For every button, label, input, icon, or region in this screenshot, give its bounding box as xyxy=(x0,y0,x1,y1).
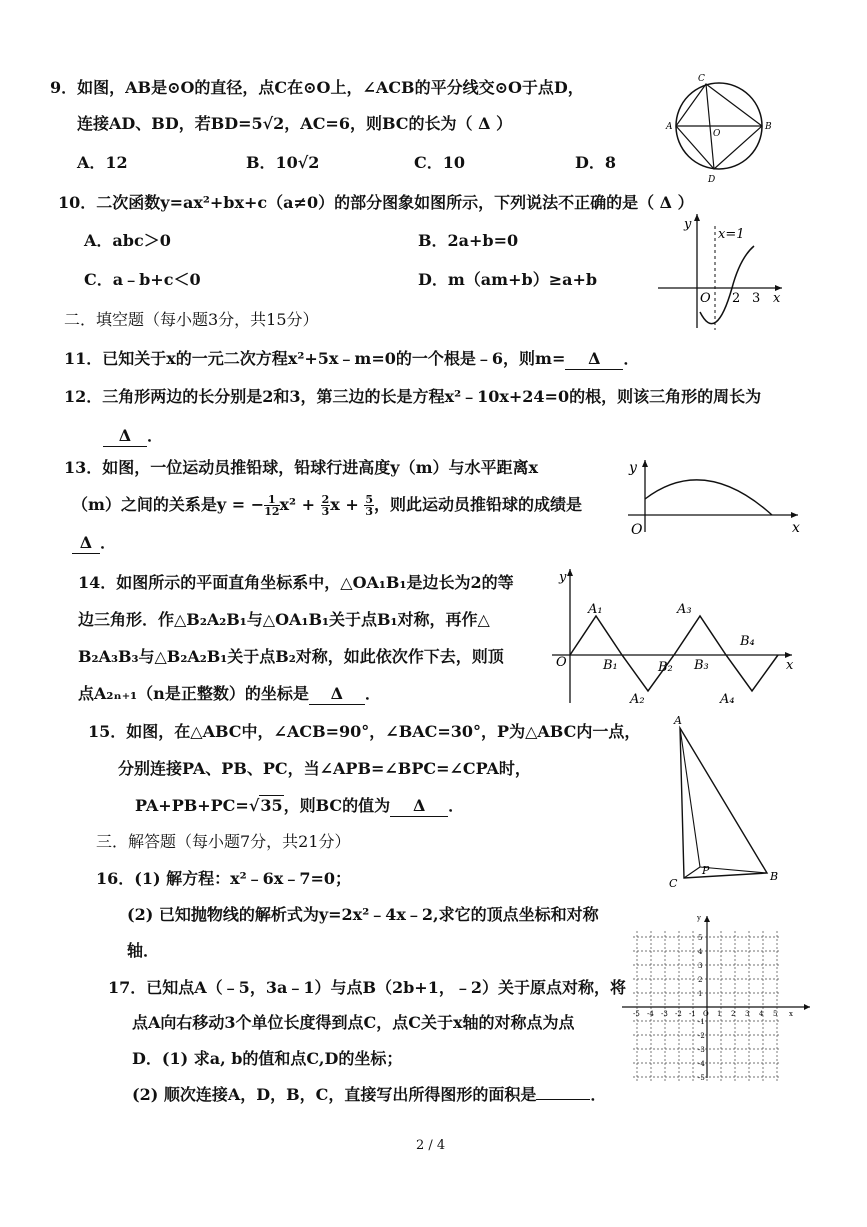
q16-part2-line1: (2) 已知抛物线的解析式为y=2x²﹣4x﹣2,求它的顶点坐标和对称 xyxy=(127,905,599,924)
grid-x-tick-label: -1 xyxy=(689,1010,696,1018)
q17-grid-figure xyxy=(620,912,816,1082)
q14-answer-blank[interactable]: Δ xyxy=(309,684,365,705)
q10-label-x: x xyxy=(773,291,781,306)
q13-label-x: x xyxy=(792,520,800,536)
q13-line2-post: ，则此运动员推铅球的成绩是 xyxy=(374,495,583,514)
q13-answer-line xyxy=(72,533,116,554)
q16-part1: 16．(1) 解方程：x²﹣6x﹣7=0； xyxy=(96,869,352,888)
q15-label-b: B xyxy=(770,870,779,883)
grid-x-tick-label: 3 xyxy=(745,1010,750,1018)
q13-end: ． xyxy=(100,533,117,552)
q14-label-b1: B₁ xyxy=(603,658,618,673)
q9-label-d: D xyxy=(708,175,716,185)
q15-label-p: P xyxy=(702,864,710,877)
grid-y-tick-label: 3 xyxy=(698,962,703,970)
q17-line2: 点A向右移动3个单位长度得到点C，点C关于x轴的对称点为点 xyxy=(132,1013,575,1032)
grid-y-tick-label: 1 xyxy=(698,990,703,998)
q14-label-b3: B₃ xyxy=(694,658,709,673)
q14-label-a3: A₃ xyxy=(677,602,692,617)
q13-label-y: y xyxy=(629,460,637,476)
grid-x-tick-label: 5 xyxy=(773,1010,778,1018)
q11-end: ． xyxy=(623,349,640,368)
q14-label-y: y xyxy=(559,570,567,585)
q14-label-a1: A₁ xyxy=(588,602,603,617)
grid-y-tick-label: 5 xyxy=(698,934,703,942)
q15-sqrt-value: 35 xyxy=(260,796,283,815)
q17-line3: D．(1) 求a, b的值和点C,D的坐标； xyxy=(132,1049,403,1068)
grid-y-tick-label: -1 xyxy=(698,1018,705,1026)
q14-label-a2: A₂ xyxy=(630,692,645,707)
q12-answer-blank[interactable]: Δ xyxy=(103,426,147,447)
grid-x-tick-label: -2 xyxy=(675,1010,682,1018)
q13-line1: 13．如图，一位运动员推铅球，铅球行进高度y（m）与水平距离x xyxy=(64,458,539,477)
q15-answer-blank[interactable]: Δ xyxy=(390,796,448,817)
q14-label-b2: B₂ xyxy=(658,660,673,675)
q17-line1: 17．已知点A（﹣5，3a﹣1）与点B（2b+1，﹣2）关于原点对称，将 xyxy=(108,978,626,997)
q10-option-c: C．a﹣b+c＜0 xyxy=(84,270,201,289)
grid-y-tick-label: -4 xyxy=(698,1060,705,1068)
q10-parabola-figure xyxy=(654,208,789,333)
q10-label-3: 3 xyxy=(752,291,761,306)
q9-option-d: D．8 xyxy=(575,153,617,172)
q13-fraction-1: $\frac{1}{12}$ xyxy=(264,493,280,518)
q9-label-c: C xyxy=(698,74,705,84)
q15-end: ． xyxy=(448,796,465,815)
q13-eq-x1: x + xyxy=(330,495,365,514)
grid-y-tick-label: y xyxy=(697,914,701,922)
q15-line1: 15．如图，在△ABC中，∠ACB=90°，∠BAC=30°，P为△ABC内一点， xyxy=(88,722,641,741)
q13-answer-blank[interactable]: Δ xyxy=(72,533,100,554)
q12-answer-line xyxy=(103,426,163,447)
grid-x-tick-label: -4 xyxy=(647,1010,654,1018)
q14-end: ． xyxy=(364,684,381,703)
q10-label-y: y xyxy=(684,217,692,232)
q14-line1: 14．如图所示的平面直角坐标系中，△OA₁B₁是边长为2的等 xyxy=(78,573,514,592)
q17-end: ． xyxy=(590,1085,607,1104)
q10-option-b: B．2a+b=0 xyxy=(418,231,519,250)
q11-text: 11．已知关于x的一元二次方程x²+5x﹣m=0的一个根是﹣6，则m= xyxy=(64,349,566,368)
q13-shotput-figure xyxy=(622,452,807,537)
q14-label-o: O xyxy=(556,655,567,670)
q15-label-c: C xyxy=(669,877,678,890)
q9-label-o: O xyxy=(713,129,721,139)
q14-triangles-figure xyxy=(550,563,800,708)
q15-triangle-figure xyxy=(664,710,794,892)
q10-stem: 10．二次函数y=ax²+bx+c（a≠0）的部分图象如图所示，下列说法不正确的是（ Δ ） xyxy=(58,193,694,212)
grid-x-tick-label: x xyxy=(789,1010,793,1018)
grid-y-tick-label: 4 xyxy=(698,948,703,956)
q10-label-2: 2 xyxy=(732,291,741,306)
q11-answer-blank[interactable]: Δ xyxy=(565,349,623,370)
q13-eq-start: （m）之间的关系是y = − xyxy=(72,495,265,514)
q15-line3-mid: ，则BC的值为 xyxy=(283,796,391,815)
grid-y-tick-label: -5 xyxy=(698,1074,705,1082)
q10-label-x1: x=1 xyxy=(718,227,745,242)
q13-eq-x2: x² + xyxy=(279,495,321,514)
q17-line4: (2) 顺次连接A，D，B，C，直接写出所得图形的面积是 xyxy=(132,1085,537,1104)
grid-x-tick-label: O xyxy=(703,1010,709,1018)
grid-x-tick-label: -5 xyxy=(633,1010,640,1018)
q13-fraction-3: $\frac{5}{3}$ xyxy=(365,493,373,518)
q14-line3: B₂A₃B₃与△B₂A₂B₁关于点B₂对称，如此依次作下去，则顶 xyxy=(78,647,504,666)
q12-end: ． xyxy=(147,426,164,445)
q14-line4-wrap xyxy=(78,684,381,705)
q13-fraction-2: $\frac{2}{3}$ xyxy=(321,493,330,518)
q15-label-a: A xyxy=(674,714,682,727)
q13-line2 xyxy=(72,494,582,517)
q9-option-c: C．10 xyxy=(414,153,466,172)
q17-line4-wrap xyxy=(132,1085,606,1105)
q14-line2: 边三角形．作△B₂A₂B₁与△OA₁B₁关于点B₁对称，再作△ xyxy=(78,610,490,629)
q15-line3-pre: PA+PB+PC=√ xyxy=(135,796,260,815)
q14-label-x: x xyxy=(786,658,794,673)
q14-label-a4: A₄ xyxy=(720,692,735,707)
section-3-title: 三．解答题（每小题7分，共21分） xyxy=(96,832,351,851)
q10-option-a: A．abc＞0 xyxy=(84,231,171,250)
q10-option-d: D．m（am+b）≥a+b xyxy=(418,270,598,289)
page-number: 2 / 4 xyxy=(416,1138,446,1153)
grid-x-tick-label: 1 xyxy=(717,1010,722,1018)
q9-label-b: B xyxy=(765,122,772,132)
q12-line1: 12．三角形两边的长分别是2和3，第三边的长是方程x²﹣10x+24=0的根，则该三角形的周长为 xyxy=(64,387,762,406)
q9-option-b: B．10√2 xyxy=(246,153,320,172)
q9-line1: 9．如图，AB是⊙O的直径，点C在⊙O上，∠ACB的平分线交⊙O于点D， xyxy=(50,78,584,97)
grid-y-tick-label: 2 xyxy=(698,976,703,984)
grid-x-tick-label: -3 xyxy=(661,1010,668,1018)
q9-label-a: A xyxy=(666,122,673,132)
grid-x-tick-label: 4 xyxy=(759,1010,764,1018)
q13-label-o: O xyxy=(631,522,643,537)
q15-line2: 分别连接PA、PB、PC，当∠APB=∠BPC=∠CPA时， xyxy=(118,759,531,778)
q15-line3 xyxy=(135,796,464,817)
q10-label-o: O xyxy=(700,291,711,306)
q14-label-b4: B₄ xyxy=(740,634,755,649)
q9-option-a: A．12 xyxy=(77,153,128,172)
grid-x-tick-label: 2 xyxy=(731,1010,736,1018)
q16-part2-line2: 轴． xyxy=(127,941,160,960)
q9-circle-figure xyxy=(662,70,780,188)
section-2-title: 二．填空题（每小题3分，共15分） xyxy=(64,310,319,329)
grid-y-tick-label: -3 xyxy=(698,1046,705,1054)
q11-question xyxy=(64,349,639,370)
q17-answer-blank[interactable] xyxy=(536,1099,590,1100)
grid-y-tick-label: -2 xyxy=(698,1032,705,1040)
q9-line2: 连接AD、BD，若BD=5√2，AC=6，则BC的长为（ Δ ） xyxy=(77,114,513,133)
q14-line4: 点A₂ₙ₊₁（n是正整数）的坐标是 xyxy=(78,684,309,703)
